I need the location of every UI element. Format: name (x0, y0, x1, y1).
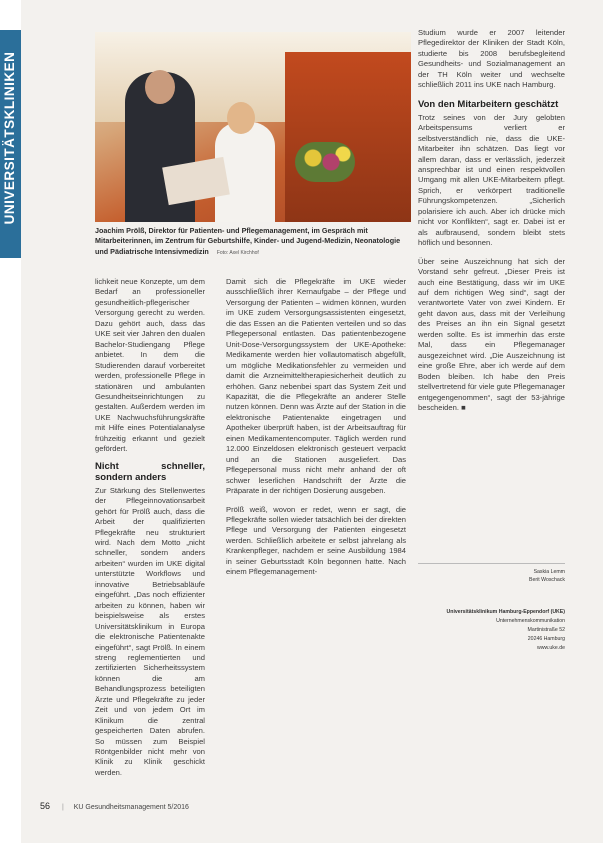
divider (418, 563, 565, 564)
author-block (418, 568, 565, 584)
footer-separator: | (61, 804, 64, 811)
column-2 (226, 277, 406, 578)
section-title: UNIVERSITÄTSKLINIKEN (2, 51, 17, 225)
contact-street: Martinistraße 52 (527, 627, 565, 633)
contact-org: Universitätsklinikum Hamburg-Eppendorf (UKE) (446, 609, 565, 615)
photo-caption: Joachim Prölß, Direktor für Patienten- und Pflegemanagement, im Gespräch mit Mitarbeiterinnen, im Zentrum für Geburtshilfe, Kinder- und Jugend-Medizin, Neonatologie und Pädiatrische Intensivmedizin Foto: Axel Kirchhof (95, 226, 401, 256)
contact-dept: Unternehmenskommunikation (496, 618, 565, 624)
paragraph: Über seine Auszeichnung hat sich der Vorstand sehr gefreut. „Dieser Preis ist auch eine Bestätigung, dass wir im UKE auf dem richtigen Weg sind“, sagt der verantwortete Vater von zwei Kindern. Er geht davon aus, dass mit der Verleihung des Preises an ihn ein Signal gesetzt werden sollte. Es ist immerhin das erste Mal, dass ein Pflegemanager ausgezeichnet wird. „Die Auszeichnung ist eine große Ehre, aber ich werde auf dem Boden bleiben. Ich habe den Preis stellvertretend für viele gute Pflegemanager entgegengenommen“, sagt der 53-jährige bescheiden. ■ (418, 256, 565, 412)
journal-name: KU Gesundheitsmanagement 5/2016 (73, 804, 189, 811)
page-footer (40, 801, 440, 811)
photo-credit: Foto: Axel Kirchhof (216, 249, 259, 256)
column-1 (95, 277, 205, 778)
paragraph: lichkeit neue Konzepte, um dem Bedarf an professioneller gesundheitlich-pflegerischer Versorgung gerecht zu werden. Dazu gehört auch, dass das UKE seit vier Jahren den dualen Bachelor-Studiengang Pflege anbietet. In dem die Studierenden darauf vorbereitet werden, professionelle Pflege in stationären und ambulanten Gesundheitseinrichtungen zu gestalten. Außerdem werden im UKE Nachwuchsführungskräfte mit Hilfe eines Potentialanalyse frühzeitig erkannt und gezielt gefördert. (95, 277, 205, 454)
paragraph: Damit sich die Pflegekräfte im UKE wieder ausschließlich ihrer Kernaufgabe – der Pflege und Versorgung der Patienten – widmen können, wurden im UKE zudem Versorgungsassistenten eingesetzt, die das Essen an die Patienten verteilen und so das Pflegepersonal entlasten. Das patientenbezogene Unit-Dose-Versorgungssystem der UKE-Apotheke: Medikamente werden hier vollautomatisch abgefüllt, um mögliche Medikationsfehler zu vermeiden und damit die Arzneimitteltherapiesicherheit deutlich zu erhöhen. Ganz nebenbei spart das System Zeit und Kapazität, die die Pflegekräfte an anderer Stelle nutzen können. Denn was Ärzte auf der Station in die elektronische Patientenakte eingetragen und Apotheker überprüft haben, ist der Arbeitsauftrag für einen Medikamentencomputer. Täglich werden rund 12.000 Einzeldosen elektronisch gesteuert verpackt und an die Stationen ausgeliefert. Das Pflegepersonal muss nicht mehr anhand der oft schwer leserlichen Handschrift der Ärzte die Präparate in der richtigen Dosierung ausgeben. (226, 277, 406, 496)
paragraph: Studium wurde er 2007 leitender Pflegedirektor der Kliniken der Stadt Köln, studierte bis 2008 berufsbegleitend Gesundheits- und Sozialmanagement an der TH Köln weiter und wechselte schließlich 2011 ins UKE nach Hamburg. (418, 28, 565, 90)
paragraph: Prölß weiß, wovon er redet, wenn er sagt, die Pflegekräfte sollen wieder tatsächlich bei der direkten Pflege und Versorgung der Patienten eingesetzt werden. Schließlich arbeitete er selbst jahrelang als Krankenpfleger, nachdem er seine Ausbildung 1984 in seiner Geburtsstadt Köln begonnen hatte. Nach einem Pflegemanagement- (226, 504, 406, 577)
subheading: Von den Mitarbeitern geschätzt (418, 98, 559, 110)
contact-block (418, 608, 565, 653)
sidebar (0, 0, 21, 843)
paragraph: Zur Stärkung des Stellenwertes der Pflegeinnovationsarbeit gehört für Prölß auch, dass die Arbeit der qualifizierten Pflegekräfte neu strukturiert wird. Nach dem Motto „nicht schneller, sondern anders arbeiten“ wurden im UKE digital unterstützte Workflows und innovative Betriebsabläufe eingeführt. „Das noch effizienter arbeiten zu können, haben wir beispielsweise als erstes Universitätsklinikum in Europa die elektronische Patientenakte eingeführt“, sagt Prölß. In einem streng reglementierten und zertifizierten Sicherheitssystem können die am Behandlungsprozess beteiligten Ärzte und Pflegekräfte zu jeder Zeit und von jedem Ort im Klinikum die zentral gespeicherten Daten abrufen. So müssen zum Beispiel Röntgenbilder nicht mehr von Klinik zu Klinik geschickt werden. (95, 485, 205, 777)
page-number: 56 (40, 801, 51, 811)
author-name: Berit Woschack (529, 577, 565, 583)
column-3 (418, 28, 565, 413)
flowers-decor (295, 142, 355, 182)
article-photo (95, 32, 411, 222)
contact-web: www.uke.de (537, 645, 565, 651)
paragraph: Trotz seines von der Jury gelobten Arbeitspensums verliert er selbstverständlich nie, dass die UKE-Mitarbeiter ihn schätzen. Das liegt vor allem daran, dass er verlässlich, jederzeit ansprechbar ist und einen respektvollen Umgang mit allen UKE-Mitarbeitern pflegt. Sprich, er verkörpert traditionelle Führungskompetenzen. „Sicherlich polarisiere ich auch. Aber ich drücke mich nicht vor Konflikten“, sagt er. Dabei ist er als aufbrausend, sondern bleibt stets höflich und besonnen. (418, 112, 565, 248)
contact-city: 20246 Hamburg (527, 636, 565, 642)
author-name: Saskia Lemm (533, 569, 565, 575)
subheading: Nicht schneller, sondern anders (95, 460, 205, 483)
